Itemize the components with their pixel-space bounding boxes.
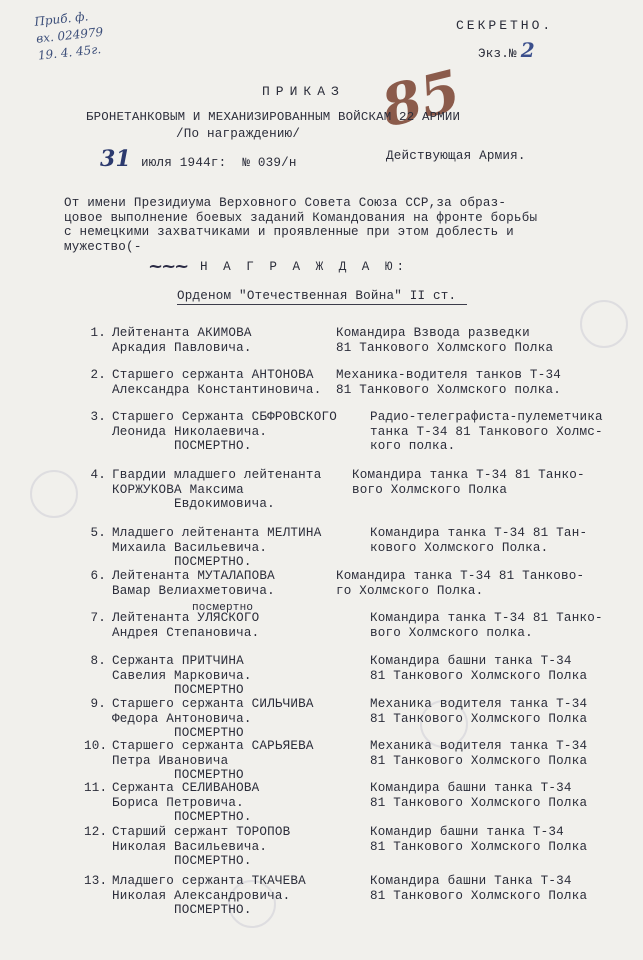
posthumous-note: ПОСМЕРТНО. [174, 854, 252, 868]
recipient-name-line: Сержанта ПРИТЧИНА [112, 654, 244, 668]
recipient-name-line: Старшего Сержанта СБФРОВСКОГО [112, 410, 337, 424]
secrecy-label: СЕКРЕТНО. [456, 18, 554, 33]
recipient-name-line: Петра Ивановича [112, 753, 229, 768]
copy-number-row [478, 38, 535, 62]
recipient-name [112, 739, 314, 783]
intro-line: От имени Президиума Верховного Совета Союза ССР,за образ- [64, 196, 507, 210]
posthumous-note: ПОСМЕРТНО. [174, 555, 252, 569]
entry-number: 3. [90, 410, 106, 424]
entry-number: 4. [90, 468, 106, 482]
recipient-name [112, 825, 290, 869]
recipient-role-line: Командира башни танка Т-34 [370, 781, 572, 795]
recipient-name-line: Андрея Степановича. [112, 625, 260, 640]
recipient-role-line: Командира Взвода разведки [336, 326, 530, 340]
watermark-stamp [30, 470, 78, 518]
recipient-name [112, 526, 321, 570]
recipient-role [370, 654, 587, 683]
recipient-role-line: Командира башни танка Т-34 [370, 654, 572, 668]
recipient-name-line: Сержанта СЕЛИВАНОВА [112, 781, 260, 795]
entry-number: 7. [90, 611, 106, 625]
entry-number: 12. [84, 825, 108, 839]
recipient-name [112, 874, 306, 918]
handwritten-number: 85 [375, 57, 467, 141]
recipient-role-line: кого полка. [370, 439, 456, 453]
recipient-role [336, 368, 561, 397]
entry-number: 9. [90, 697, 106, 711]
recipient-role-line: 81 Танкового Холмского Полка [370, 711, 588, 726]
army-label: Действующая Армия. [386, 149, 526, 163]
recipient-name-line: Лейтенанта АКИМОВА [112, 326, 252, 340]
recipient-role-line: 81 Танкового Холмского Полка [370, 753, 588, 768]
entry-number: 8. [90, 654, 106, 668]
recipient-role [370, 874, 587, 903]
order-number: № 039/н [242, 156, 297, 170]
entry-number: 1. [90, 326, 106, 340]
posthumous-note: ПОСМЕРТНО. [174, 903, 252, 917]
archive-stamp: Приб. ф. вх. 024979 19. 4. 45г. [33, 9, 104, 63]
date-day: 31 [100, 146, 132, 172]
date-line [100, 146, 297, 172]
recipient-role-line: Механика водителя танка Т-34 [370, 697, 588, 711]
recipient-name-line: Бориса Петровича. [112, 795, 244, 810]
recipient-role [370, 781, 587, 810]
award-verb: Н А Г Р А Ж Д А Ю: [200, 260, 409, 274]
recipient-role [352, 468, 585, 497]
recipient-role-line: Командир башни танка Т-34 [370, 825, 564, 839]
intro-line: с немецкими захватчиками и проявленные при этом доблесть и [64, 225, 514, 239]
recipient-name [112, 697, 314, 741]
recipient-role [336, 569, 584, 598]
recipient-name [112, 654, 252, 698]
recipient-role-line: вого Холмского Полка [352, 482, 508, 497]
recipient-name [112, 326, 252, 355]
recipient-role [336, 326, 553, 355]
recipient-name-line: Старшего сержанта САРЬЯЕВА [112, 739, 314, 753]
recipient-name-line: Савелия Марковича. [112, 668, 252, 683]
posthumous-note: ПОСМЕРТНО. [174, 439, 252, 453]
copy-label: Экз.№ [478, 47, 517, 61]
entry-number: 2. [90, 368, 106, 382]
recipient-name [112, 569, 275, 598]
recipient-role-line: Командира танка Т-34 81 Танко- [370, 611, 603, 625]
recipient-name-line: Михаила Васильевича. [112, 540, 268, 555]
recipient-role-line: Механика водителя танка Т-34 [370, 739, 588, 753]
recipient-name-line: Николая Васильевича. [112, 839, 268, 854]
posthumous-note: Евдокимовича. [174, 497, 275, 511]
recipient-role-line: танка Т-34 81 Танкового Холмс- [370, 424, 603, 439]
recipient-name-line: Младшего лейтенанта МЕЛТИНА [112, 526, 322, 540]
recipient-role-line: 81 Танкового Холмского Полка [370, 795, 588, 810]
recipient-role [370, 526, 587, 555]
recipient-role-line: 81 Танкового Холмского полка. [336, 382, 561, 397]
handwritten-scribble: ~~~ [148, 256, 188, 277]
recipient-name-line: Александра Константиновича. [112, 382, 322, 397]
document-title: ПРИКАЗ [262, 84, 345, 99]
recipient-role [370, 611, 603, 640]
recipient-role-line: Командира танка Т-34 81 Танково- [336, 569, 585, 583]
recipient-name-line: Младшего сержанта ТКАЧЕВА [112, 874, 306, 888]
date-rest: июля 1944г: [141, 156, 227, 170]
intro-paragraph [64, 196, 624, 254]
recipient-role-line: го Холмского Полка. [336, 583, 484, 598]
recipient-role-line: 81 Танкового Холмского Полка [370, 888, 588, 903]
recipient-name-line: КОРЖУКОВА Максима [112, 482, 244, 497]
posthumous-note: ПОСМЕРТНО. [174, 810, 252, 824]
recipient-name-line: Старшего сержанта СИЛЬЧИВА [112, 697, 314, 711]
recipient-name [112, 781, 259, 825]
order-name: Орденом "Отечественная Война" II ст. [177, 289, 457, 303]
recipient-role-line: Командира танка Т-34 81 Тан- [370, 526, 588, 540]
recipient-name-line: Лейтенанта УЛЯСКОГО [112, 611, 260, 625]
recipient-name [112, 368, 321, 397]
document-subtitle: БРОНЕТАНКОВЫМ И МЕХАНИЗИРОВАННЫМ ВОЙСКАМ 22 АРМИИ [86, 110, 461, 124]
recipient-name-line: Старшего сержанта АНТОНОВА [112, 368, 314, 382]
entry-number: 10. [84, 739, 108, 753]
recipient-role-line: кового Холмского Полка. [370, 540, 549, 555]
recipient-role-line: 81 Танкового Холмского Полка [336, 340, 554, 355]
recipient-name-line: Федора Антоновича. [112, 711, 252, 726]
recipient-role [370, 825, 587, 854]
watermark-stamp [580, 300, 628, 348]
recipient-role-line: вого Холмского полка. [370, 625, 533, 640]
intro-line: цовое выполнение боевых заданий Командования на фронте борьбы [64, 210, 538, 225]
recipient-role-line: 81 Танкового Холмского Полка [370, 839, 588, 854]
recipient-name-line: Николая Александровича. [112, 888, 291, 903]
posthumous-note: ПОСМЕРТНО [174, 768, 244, 782]
posthumous-note: посмертно [192, 602, 254, 614]
recipient-name [112, 410, 337, 454]
recipient-name-line: Старший сержант ТОРОПОВ [112, 825, 291, 839]
copy-number: 2 [520, 38, 535, 62]
recipient-role-line: Механика-водителя танков Т-34 [336, 368, 561, 382]
entry-number: 11. [84, 781, 108, 795]
document-subtitle-purpose: /По награждению/ [176, 127, 301, 141]
recipient-name [112, 468, 321, 512]
entry-number: 6. [90, 569, 106, 583]
recipient-role [370, 697, 587, 726]
recipient-role-line: Командира танка Т-34 81 Танко- [352, 468, 585, 482]
entry-number: 5. [90, 526, 106, 540]
recipient-name-line: Вамар Велиахметовича. [112, 583, 275, 598]
recipient-role-line: 81 Танкового Холмского Полка [370, 668, 588, 683]
recipient-role [370, 410, 603, 454]
intro-line: мужество(- [64, 239, 142, 254]
recipient-name [112, 602, 260, 640]
recipient-role-line: Радио-телеграфиста-пулеметчика [370, 410, 603, 424]
posthumous-note: ПОСМЕРТНО [174, 726, 244, 740]
recipient-name-line: Лейтенанта МУТАЛАПОВА [112, 569, 275, 583]
recipient-name-line: Аркадия Павловича. [112, 340, 252, 355]
posthumous-note: ПОСМЕРТНО [174, 683, 244, 697]
recipient-role-line: Командира башни Танка Т-34 [370, 874, 572, 888]
recipient-name-line: Леонида Николаевича. [112, 424, 268, 439]
order-underline [177, 304, 467, 305]
entry-number: 13. [84, 874, 108, 888]
recipient-role [370, 739, 587, 768]
recipient-name-line: Гвардии младшего лейтенанта [112, 468, 322, 482]
